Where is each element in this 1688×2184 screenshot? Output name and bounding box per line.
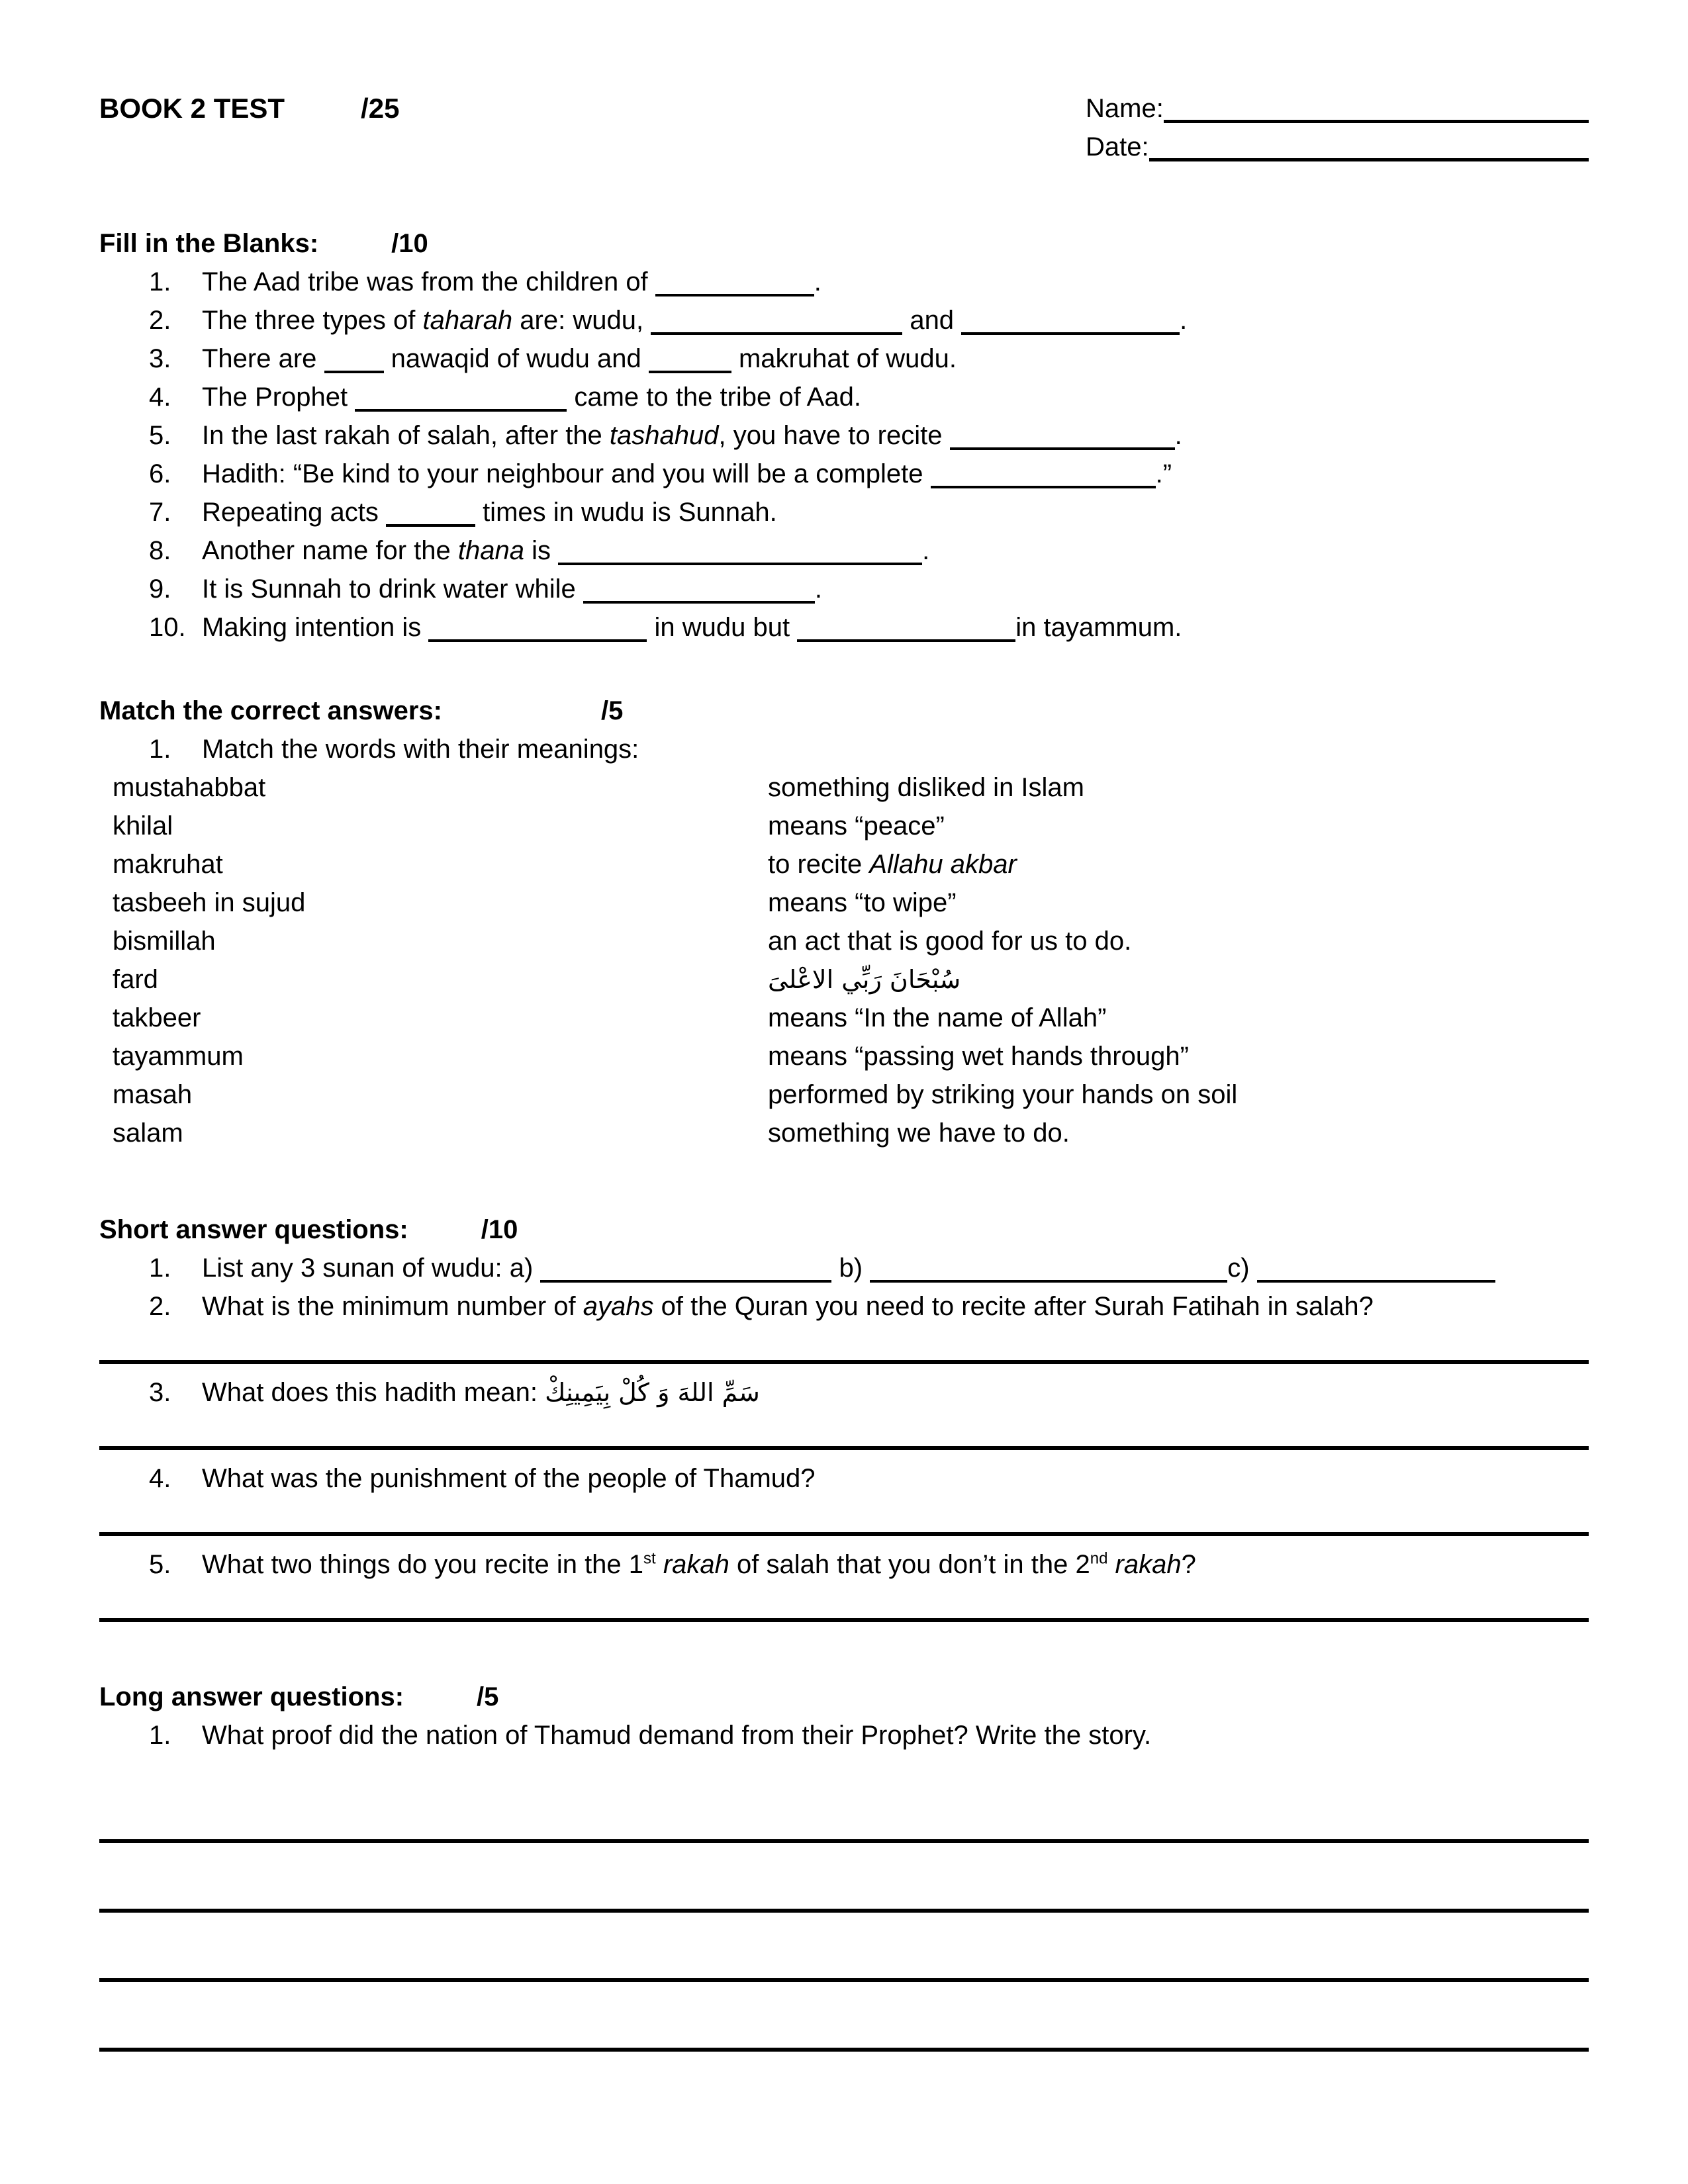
fill-item [99,378,1589,416]
question-text-segment: are: wudu, [512,306,651,335]
title-row [99,89,399,128]
match-pair-row [99,922,1589,960]
match-pair-row [99,807,1589,845]
answer-line[interactable] [99,2048,1589,2052]
question-text-segment: The Aad tribe was from the children of [202,267,655,296]
question-text-segment: c) [1227,1253,1257,1283]
short-answer-item [99,1545,1589,1584]
item-text [202,301,1589,340]
question-text-segment: of the Quran you need to recite after Surah Fatihah in salah? [653,1292,1374,1321]
match-definition[interactable] [768,884,1589,922]
name-field [1086,89,1589,128]
item-text [202,493,1589,531]
fill-item [99,493,1589,531]
question-text-segment [656,1550,663,1579]
name-label: Name: [1086,94,1164,123]
question-text-segment: performed by striking your hands on soil [768,1080,1238,1109]
answer-line[interactable] [99,1532,1589,1536]
answer-line[interactable] [99,1909,1589,1913]
item-text [202,263,1589,301]
item-text [202,1287,1589,1326]
question-text-segment: something we have to do. [768,1118,1070,1148]
item-number: 8. [149,536,171,565]
question-text-segment: means “passing wet hands through” [768,1042,1189,1071]
answer-blank[interactable] [649,363,731,373]
question-text-segment: What was the punishment of the people of Thamud? [202,1464,816,1493]
match-section-score: /5 [600,696,624,725]
match-pair-row [99,845,1589,884]
question-text-segment: The Prophet [202,383,355,412]
fill-item [99,301,1589,340]
question-text-segment: ayahs [583,1292,654,1321]
match-heading-label: Match the correct answers: [99,696,442,725]
item-text [202,1545,1589,1584]
item-number: 9. [149,574,171,604]
question-text-segment: It is Sunnah to drink water while [202,574,583,604]
question-text-segment: Hadith: “Be kind to your neighbour and you will be a complete [202,459,931,488]
item-number: 1. [149,735,171,764]
answer-blank[interactable] [324,363,384,373]
answer-blank[interactable] [386,516,475,527]
match-term[interactable]: tasbeeh in sujud [113,888,306,917]
question-text-segment: in wudu but [647,613,798,642]
match-term[interactable]: salam [113,1118,183,1148]
fill-item [99,608,1589,647]
question-text-segment: nawaqid of wudu and [383,344,649,373]
match-definition[interactable] [768,1037,1589,1075]
question-text-segment: b) [831,1253,870,1283]
long-section-score: /5 [477,1682,499,1711]
question-text-segment [1107,1550,1115,1579]
arabic-text: سُبْحَانَ رَبِّي الاعْلىَ [768,965,961,994]
answer-blank[interactable] [583,593,815,604]
question-text-segment: is [524,536,559,565]
question-text-segment: In the last rakah of salah, after the [202,421,610,450]
question-text-segment: What is the minimum number of [202,1292,583,1321]
item-text [202,608,1589,647]
question-text-segment: an act that is good for us to do. [768,927,1132,956]
question-text-segment: There are [202,344,324,373]
match-definition[interactable] [768,845,1589,884]
item-number: 1. [149,1253,171,1283]
answer-blank[interactable] [931,478,1156,488]
question-text-segment: tashahud [609,421,719,450]
item-number: 3. [149,344,171,373]
item-text [202,1373,1589,1412]
fill-item [99,570,1589,608]
long-heading-label: Long answer questions: [99,1682,404,1711]
question-text-segment: . [814,574,822,604]
long-question-text: What proof did the nation of Thamud demand from their Prophet? Write the story. [202,1721,1152,1750]
question-text-segment: What two things do you recite in the 1 [202,1550,644,1579]
item-text [202,340,1589,378]
question-text-segment: rakah [663,1550,729,1579]
question-text-segment: and [902,306,962,335]
question-text-segment: . [1174,421,1182,450]
item-number: 6. [149,459,171,488]
long-section-heading [99,1678,1589,1716]
short-section-heading [99,1210,1589,1249]
date-label: Date: [1086,132,1149,161]
answer-blank[interactable] [870,1272,1227,1283]
question-text-segment: List any 3 sunan of wudu: a) [202,1253,541,1283]
match-instruction-row [99,730,1589,768]
name-date-block [1086,89,1589,166]
short-answer-item [99,1287,1589,1326]
fill-item [99,340,1589,378]
match-pair-row [99,1037,1589,1075]
item-number: 7. [149,498,171,527]
match-section-heading [99,692,1589,730]
question-text-segment: Allahu akbar [869,850,1017,879]
match-definition[interactable] [768,1114,1589,1152]
match-pair-row [99,1075,1589,1114]
question-text-segment: means “peace” [768,811,945,841]
question-text-segment: Another name for the [202,536,458,565]
item-number: 1. [149,1721,171,1750]
long-question-row [99,1716,1589,1754]
match-term[interactable]: fard [113,965,158,994]
match-pair-row [99,960,1589,999]
question-text-segment: to recite [768,850,870,879]
question-text-segment: in tayammum. [1015,613,1182,642]
long-answer-lines [99,1839,1589,2052]
match-term[interactable]: tayammum [113,1042,244,1071]
question-text-segment: of salah that you don’t in the 2 [729,1550,1090,1579]
question-text-segment: makruhat of wudu. [731,344,957,373]
item-number: 3. [149,1378,171,1407]
answer-blank[interactable] [651,324,902,335]
question-text-segment: Making intention is [202,613,429,642]
short-questions-list [99,1249,1589,1622]
item-text [202,531,1589,570]
question-text-segment: thana [457,536,525,565]
question-text-segment: rakah [1115,1550,1182,1579]
answer-blank[interactable] [558,555,922,565]
question-text-segment: something disliked in Islam [768,773,1084,802]
match-term[interactable]: mustahabbat [113,773,266,802]
question-text-segment: nd [1090,1549,1108,1568]
match-pair-row [99,768,1589,807]
match-term[interactable]: bismillah [113,927,216,956]
answer-line[interactable] [99,1618,1589,1622]
question-text-segment: Repeating acts [202,498,386,527]
short-section-score: /10 [481,1215,518,1244]
answer-blank[interactable] [355,401,567,412]
name-line[interactable] [1164,89,1589,123]
question-text-segment: . [922,536,930,565]
item-text [202,378,1589,416]
match-term[interactable]: takbeer [113,1003,201,1032]
question-text-segment: , you have to recite [718,421,950,450]
match-term[interactable]: khilal [113,811,173,841]
question-text-segment: st [643,1549,656,1568]
match-definition[interactable] [768,960,1589,999]
match-definition[interactable] [768,768,1589,807]
short-answer-item [99,1459,1589,1498]
item-number: 5. [149,1550,171,1579]
date-line[interactable] [1149,128,1589,161]
match-pair-row [99,884,1589,922]
header [99,89,1589,166]
question-text-segment: means “to wipe” [768,888,957,917]
answer-blank[interactable] [540,1272,831,1283]
date-field [1086,128,1589,166]
fill-item [99,455,1589,493]
short-answer-item [99,1249,1589,1287]
fill-section-score: /10 [391,229,428,258]
answer-line[interactable] [99,1978,1589,1982]
fill-item [99,531,1589,570]
question-text-segment: means “In the name of Allah” [768,1003,1107,1032]
item-number: 4. [149,1464,171,1493]
fill-heading-label: Fill in the Blanks: [99,229,319,258]
fill-section-heading [99,224,1589,263]
item-number: 4. [149,383,171,412]
answer-blank[interactable] [797,631,1015,642]
item-number: 2. [149,1292,171,1321]
question-text-segment: times in wudu is Sunnah. [475,498,777,527]
question-text-segment: ? [1181,1550,1196,1579]
item-text [202,1249,1589,1287]
answer-blank[interactable] [428,631,647,642]
match-pair-row [99,999,1589,1037]
answer-blank[interactable] [961,324,1180,335]
item-text [202,1459,1589,1498]
answer-blank[interactable] [950,439,1175,450]
match-definition[interactable] [768,1075,1589,1114]
question-text-segment: . [814,267,821,296]
question-text-segment: .” [1155,459,1172,488]
answer-line[interactable] [99,1839,1589,1843]
match-definition[interactable] [768,807,1589,845]
answer-blank[interactable] [1257,1272,1495,1283]
item-number: 1. [149,267,171,296]
match-pairs-list [99,768,1589,1152]
match-term[interactable]: masah [113,1080,193,1109]
short-answer-item [99,1373,1589,1412]
question-text-segment: . [1180,306,1188,335]
match-definition[interactable] [768,922,1589,960]
answer-line[interactable] [99,1446,1589,1450]
page-title: BOOK 2 TEST [99,93,285,124]
fill-item [99,263,1589,301]
total-score: /25 [361,93,400,124]
question-text-segment: What does this hadith mean: [202,1378,545,1407]
match-term[interactable]: makruhat [113,850,223,879]
item-number: 2. [149,306,171,335]
question-text-segment: taharah [422,306,513,335]
item-text [202,455,1589,493]
match-definition[interactable] [768,999,1589,1037]
match-instruction: Match the words with their meanings: [202,735,639,764]
arabic-text: سَمِّ اللهَ وَ كُلْ بِيَمِينِكْ [545,1378,760,1407]
answer-line[interactable] [99,1360,1589,1364]
item-number: 10. [149,613,186,642]
answer-blank[interactable] [655,286,814,296]
short-heading-label: Short answer questions: [99,1215,408,1244]
match-pair-row [99,1114,1589,1152]
question-text-segment: The three types of [202,306,423,335]
fill-item [99,416,1589,455]
question-text-segment: came to the tribe of Aad. [567,383,861,412]
item-text [202,570,1589,608]
item-number: 5. [149,421,171,450]
item-text [202,416,1589,455]
fill-items-list [99,263,1589,647]
